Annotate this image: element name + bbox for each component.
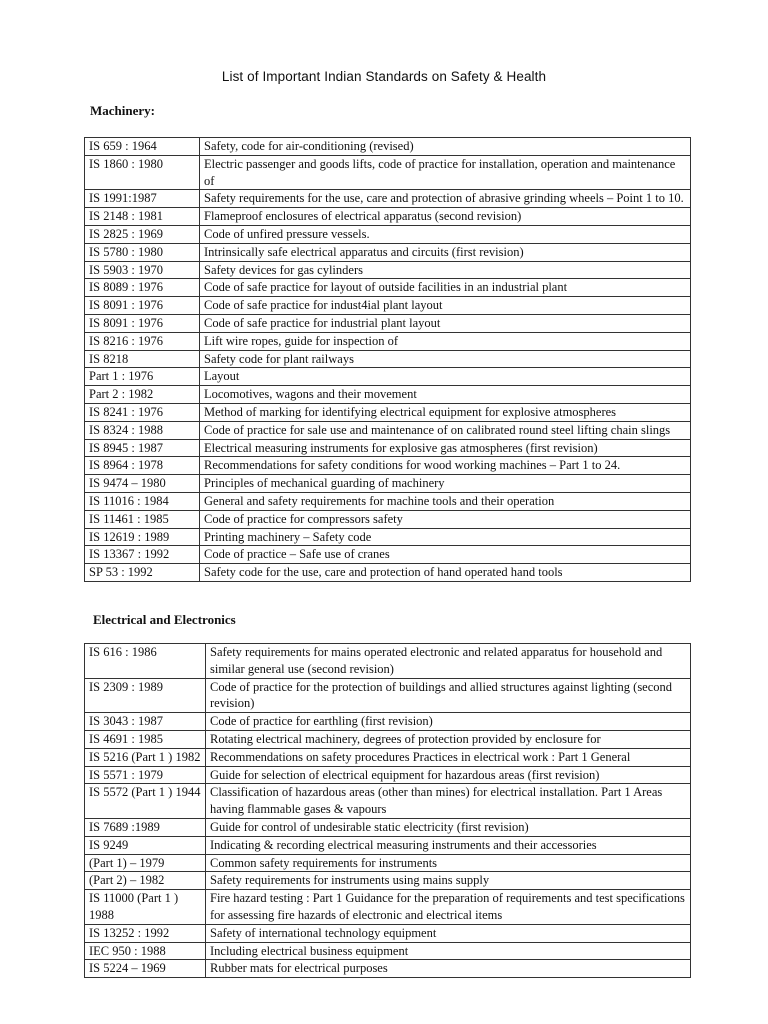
- standard-code-cell: IS 5780 : 1980: [85, 243, 200, 261]
- table-row: [85, 644, 691, 679]
- table-row: [85, 439, 691, 457]
- standard-code-cell: IS 9474 – 1980: [85, 475, 200, 493]
- table-row: [85, 942, 691, 960]
- standard-code-cell: IS 659 : 1964: [85, 138, 200, 156]
- table-row: [85, 836, 691, 854]
- table-row: [85, 457, 691, 475]
- standard-code-cell: IS 11016 : 1984: [85, 492, 200, 510]
- standard-title-cell: Safety code for plant railways: [200, 350, 691, 368]
- standard-title-cell: Electrical measuring instruments for explosive gas atmospheres (first revision): [200, 439, 691, 457]
- standard-code-cell: IS 5216 (Part 1 ) 1982: [85, 748, 206, 766]
- standard-title-cell: Safety code for the use, care and protection of hand operated hand tools: [200, 564, 691, 582]
- table-row: [85, 713, 691, 731]
- standard-title-cell: Classification of hazardous areas (other than mines) for electrical installation. Part 1 Areas having flammable gases & vapours: [206, 784, 691, 819]
- table-row: [85, 138, 691, 156]
- standards-table-machinery: [84, 137, 691, 582]
- standard-code-cell: IS 5571 : 1979: [85, 766, 206, 784]
- standards-table-electrical: [84, 643, 691, 978]
- table-row: [85, 546, 691, 564]
- table-row: [85, 386, 691, 404]
- standard-title-cell: Safety of international technology equipment: [206, 924, 691, 942]
- table-row: [85, 421, 691, 439]
- table-row: [85, 564, 691, 582]
- table-row: [85, 784, 691, 819]
- standard-code-cell: IS 11000 (Part 1 ) 1988: [85, 890, 206, 925]
- standard-title-cell: Safety requirements for instruments using mains supply: [206, 872, 691, 890]
- standard-title-cell: Code of safe practice for layout of outside facilities in an industrial plant: [200, 279, 691, 297]
- table-row: [85, 403, 691, 421]
- standard-title-cell: Guide for selection of electrical equipment for hazardous areas (first revision): [206, 766, 691, 784]
- standard-title-cell: Fire hazard testing : Part 1 Guidance for the preparation of requirements and test specifications for assessing fire hazards of electronic and electrical items: [206, 890, 691, 925]
- standard-code-cell: IS 8091 : 1976: [85, 314, 200, 332]
- standard-title-cell: Guide for control of undesirable static electricity (first revision): [206, 818, 691, 836]
- standard-code-cell: IS 5572 (Part 1 ) 1944: [85, 784, 206, 819]
- standard-title-cell: Recommendations for safety conditions for wood working machines – Part 1 to 24.: [200, 457, 691, 475]
- table-row: [85, 279, 691, 297]
- section-heading-machinery: Machinery:: [90, 103, 155, 118]
- standard-code-cell: IS 4691 : 1985: [85, 730, 206, 748]
- standard-code-cell: IS 8216 : 1976: [85, 332, 200, 350]
- standard-code-cell: IS 11461 : 1985: [85, 510, 200, 528]
- standard-title-cell: General and safety requirements for machine tools and their operation: [200, 492, 691, 510]
- standard-title-cell: Rotating electrical machinery, degrees of protection provided by enclosure for: [206, 730, 691, 748]
- standard-code-cell: IS 8218: [85, 350, 200, 368]
- document-title: List of Important Indian Standards on Safety & Health: [221, 69, 547, 84]
- standard-code-cell: IS 7689 :1989: [85, 818, 206, 836]
- standard-title-cell: Layout: [200, 368, 691, 386]
- table-row: [85, 854, 691, 872]
- standard-code-cell: IS 12619 : 1989: [85, 528, 200, 546]
- standard-title-cell: Code of practice for the protection of buildings and allied structures against lighting (second revision): [206, 678, 691, 713]
- standard-title-cell: Intrinsically safe electrical apparatus and circuits (first revision): [200, 243, 691, 261]
- standard-code-cell: IS 5903 : 1970: [85, 261, 200, 279]
- table-row: [85, 678, 691, 713]
- standard-code-cell: SP 53 : 1992: [85, 564, 200, 582]
- standard-code-cell: IEC 950 : 1988: [85, 942, 206, 960]
- table-row: [85, 872, 691, 890]
- table-row: [85, 475, 691, 493]
- table-row: [85, 492, 691, 510]
- standard-title-cell: Printing machinery – Safety code: [200, 528, 691, 546]
- standard-title-cell: Code of unfired pressure vessels.: [200, 225, 691, 243]
- table-row: [85, 155, 691, 190]
- table-row: [85, 314, 691, 332]
- standard-title-cell: Principles of mechanical guarding of machinery: [200, 475, 691, 493]
- table-row: [85, 818, 691, 836]
- table-row: [85, 924, 691, 942]
- table-row: [85, 890, 691, 925]
- standard-title-cell: Code of practice for sale use and maintenance of on calibrated round steel lifting chain slings: [200, 421, 691, 439]
- table-row: [85, 748, 691, 766]
- standard-title-cell: Indicating & recording electrical measuring instruments and their accessories: [206, 836, 691, 854]
- table-row: [85, 960, 691, 978]
- standard-title-cell: Lift wire ropes, guide for inspection of: [200, 332, 691, 350]
- table-row: [85, 510, 691, 528]
- standard-code-cell: IS 2148 : 1981: [85, 208, 200, 226]
- standard-title-cell: Code of practice for compressors safety: [200, 510, 691, 528]
- standard-title-cell: Code of practice – Safe use of cranes: [200, 546, 691, 564]
- standard-title-cell: Electric passenger and goods lifts, code of practice for installation, operation and maintenance of: [200, 155, 691, 190]
- standard-title-cell: Safety requirements for the use, care and protection of abrasive grinding wheels – Point 1 to 10.: [200, 190, 691, 208]
- table-row: [85, 261, 691, 279]
- table-row: [85, 350, 691, 368]
- table-row: [85, 225, 691, 243]
- standard-code-cell: IS 8945 : 1987: [85, 439, 200, 457]
- standard-code-cell: Part 2 : 1982: [85, 386, 200, 404]
- standard-code-cell: IS 8091 : 1976: [85, 297, 200, 315]
- standard-code-cell: IS 8241 : 1976: [85, 403, 200, 421]
- standard-code-cell: IS 1991:1987: [85, 190, 200, 208]
- table-row: [85, 297, 691, 315]
- standard-title-cell: Recommendations on safety procedures Practices in electrical work : Part 1 General: [206, 748, 691, 766]
- table-row: [85, 528, 691, 546]
- standard-code-cell: IS 8089 : 1976: [85, 279, 200, 297]
- standard-code-cell: IS 8324 : 1988: [85, 421, 200, 439]
- standard-title-cell: Locomotives, wagons and their movement: [200, 386, 691, 404]
- table-row: [85, 368, 691, 386]
- standard-code-cell: IS 13367 : 1992: [85, 546, 200, 564]
- table-row: [85, 190, 691, 208]
- standard-title-cell: Code of practice for earthling (first revision): [206, 713, 691, 731]
- standard-code-cell: IS 5224 – 1969: [85, 960, 206, 978]
- standard-code-cell: IS 2825 : 1969: [85, 225, 200, 243]
- standard-code-cell: IS 2309 : 1989: [85, 678, 206, 713]
- standard-title-cell: Rubber mats for electrical purposes: [206, 960, 691, 978]
- standard-title-cell: Safety requirements for mains operated electronic and related apparatus for household and similar general use (second revision): [206, 644, 691, 679]
- standard-title-cell: Code of safe practice for indust4ial plant layout: [200, 297, 691, 315]
- standard-title-cell: Safety, code for air-conditioning (revised): [200, 138, 691, 156]
- standard-code-cell: IS 1860 : 1980: [85, 155, 200, 190]
- table-row: [85, 730, 691, 748]
- standard-title-cell: Including electrical business equipment: [206, 942, 691, 960]
- section-heading-electrical: Electrical and Electronics: [93, 612, 236, 627]
- standard-title-cell: Code of safe practice for industrial plant layout: [200, 314, 691, 332]
- standard-code-cell: IS 13252 : 1992: [85, 924, 206, 942]
- standard-code-cell: IS 8964 : 1978: [85, 457, 200, 475]
- standard-code-cell: Part 1 : 1976: [85, 368, 200, 386]
- standard-code-cell: (Part 2) – 1982: [85, 872, 206, 890]
- standard-code-cell: IS 9249: [85, 836, 206, 854]
- table-row: [85, 766, 691, 784]
- standard-title-cell: Method of marking for identifying electrical equipment for explosive atmospheres: [200, 403, 691, 421]
- table-row: [85, 208, 691, 226]
- table-row: [85, 243, 691, 261]
- standard-code-cell: IS 616 : 1986: [85, 644, 206, 679]
- standard-code-cell: IS 3043 : 1987: [85, 713, 206, 731]
- standard-title-cell: Flameproof enclosures of electrical apparatus (second revision): [200, 208, 691, 226]
- standard-code-cell: (Part 1) – 1979: [85, 854, 206, 872]
- standard-title-cell: Common safety requirements for instruments: [206, 854, 691, 872]
- table-row: [85, 332, 691, 350]
- standard-title-cell: Safety devices for gas cylinders: [200, 261, 691, 279]
